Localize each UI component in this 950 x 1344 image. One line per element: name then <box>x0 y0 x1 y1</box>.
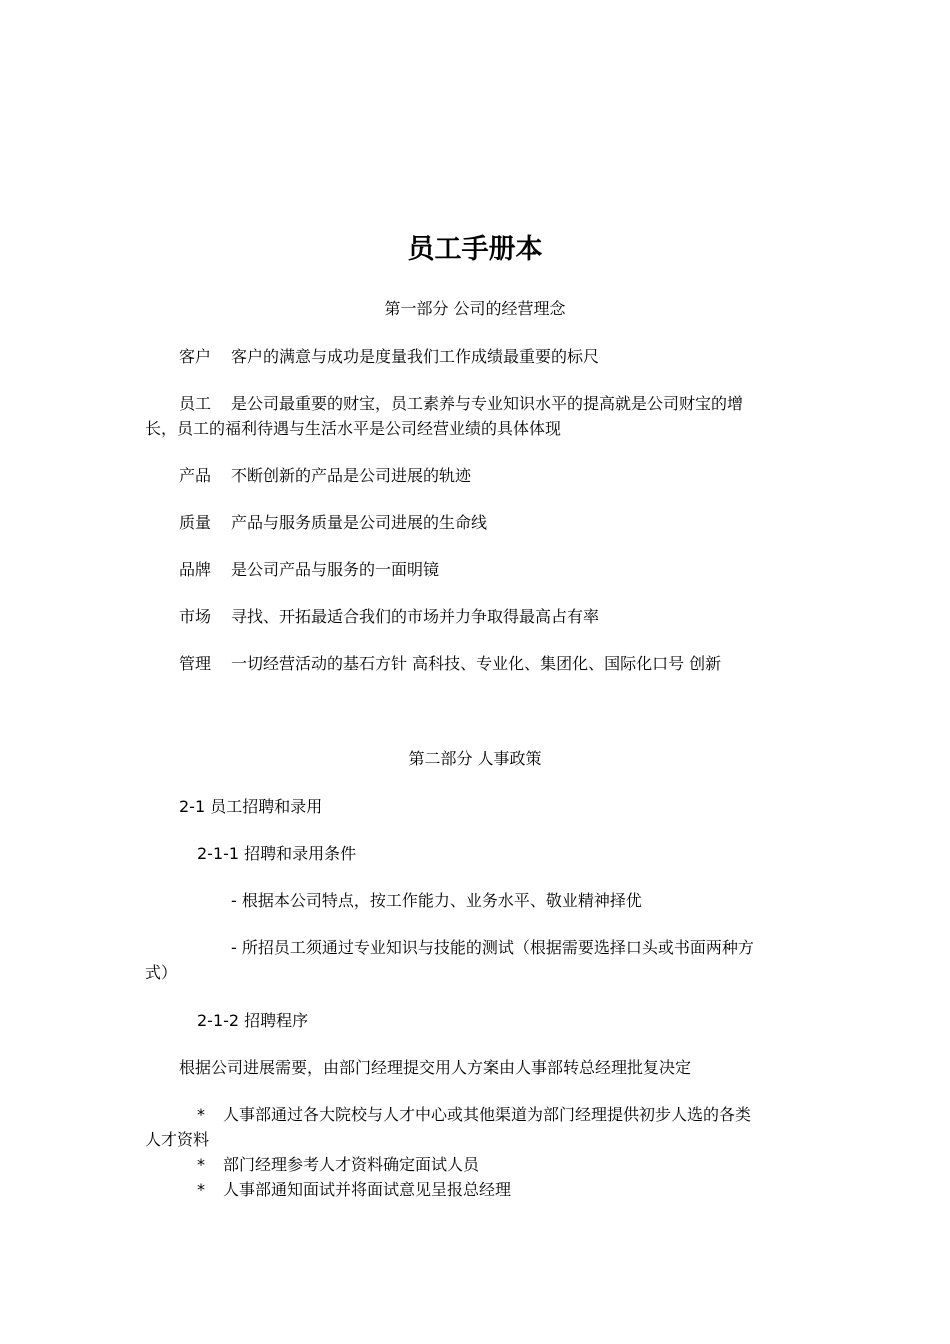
principle-text: 寻找、开拓最适合我们的市场并力争取得最高占有率 <box>231 607 600 626</box>
principle-term: 品牌 <box>179 560 212 579</box>
principle-product <box>179 464 471 488</box>
principle-text: 是公司最重要的财宝，员工素养与专业知识水平的提高就是公司财宝的增 <box>231 394 744 413</box>
principle-text: 一切经营活动的基石方针 高科技、专业化、集团化、国际化口号 创新 <box>231 654 722 673</box>
principle-term: 员工 <box>179 394 212 413</box>
principle-term: 管理 <box>179 654 212 673</box>
section-2-1-1: 2-1-1 招聘和录用条件 <box>197 844 357 863</box>
bullet-item <box>197 1103 751 1127</box>
principle-term: 产品 <box>179 466 212 485</box>
asterisk-bullet: * <box>197 1155 205 1174</box>
principle-term: 客户 <box>179 347 212 366</box>
principle-employee-cont: 长，员工的福利待遇与生活水平是公司经营业绩的具体体现 <box>145 419 562 438</box>
principle-employee <box>179 392 743 416</box>
part2-heading: 第二部分 人事政策 <box>408 749 542 768</box>
bullet-text: 人事部通过各大院校与人才中心或其他渠道为部门经理提供初步人选的各类 <box>223 1105 752 1124</box>
procedure-text: 根据公司进展需要，由部门经理提交用人方案由人事部转总经理批复决定 <box>179 1058 692 1077</box>
bullet-item <box>197 1178 511 1202</box>
principle-management <box>179 652 721 676</box>
condition-1: - 根据本公司特点，按工作能力、业务水平、敬业精神择优 <box>231 891 642 910</box>
principle-quality <box>179 511 487 535</box>
principle-text: 不断创新的产品是公司进展的轨迹 <box>231 466 472 485</box>
asterisk-bullet: * <box>197 1180 205 1199</box>
principle-term: 市场 <box>179 607 212 626</box>
principle-brand <box>179 558 439 582</box>
bullet-text: 部门经理参考人才资料确定面试人员 <box>223 1155 480 1174</box>
asterisk-bullet: * <box>197 1105 205 1124</box>
bullet-item-cont: 人才资料 <box>145 1130 210 1149</box>
section-2-1-2: 2-1-2 招聘程序 <box>197 1011 309 1030</box>
document-title: 员工手册本 <box>407 234 543 265</box>
bullet-text: 人事部通知面试并将面试意见呈报总经理 <box>223 1180 512 1199</box>
principle-customer <box>179 345 599 369</box>
condition-2: - 所招员工须通过专业知识与技能的测试（根据需要选择口头或书面两种方 <box>231 938 754 957</box>
principle-text: 是公司产品与服务的一面明镜 <box>231 560 440 579</box>
section-2-1: 2-1 员工招聘和录用 <box>179 797 323 816</box>
bullet-item <box>197 1153 479 1177</box>
principle-text: 客户的满意与成功是度量我们工作成绩最重要的标尺 <box>231 347 600 366</box>
principle-market <box>179 605 599 629</box>
condition-2-cont: 式） <box>145 963 178 982</box>
part1-heading: 第一部分 公司的经营理念 <box>384 299 566 318</box>
principle-term: 质量 <box>179 513 212 532</box>
principle-text: 产品与服务质量是公司进展的生命线 <box>231 513 488 532</box>
